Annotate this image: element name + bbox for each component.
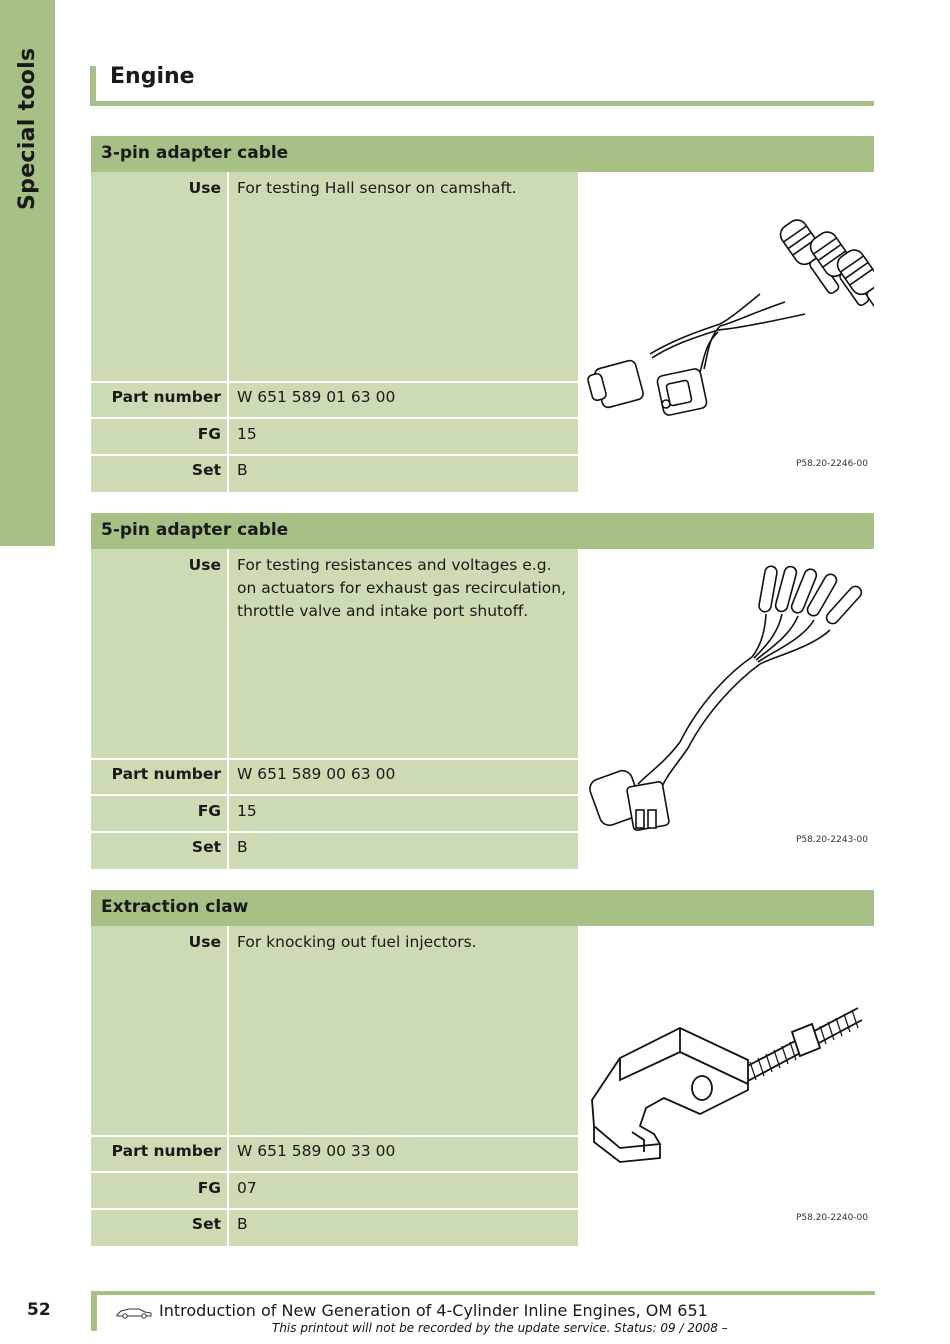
figure-code: P58.20-2243-00 (795, 835, 868, 845)
tool-spec-table (91, 926, 578, 1246)
use-label: Use (188, 933, 221, 951)
part-number-label: Part number (111, 1142, 221, 1160)
part-number-value: W 651 589 00 33 00 (237, 1142, 396, 1160)
use-label: Use (188, 556, 221, 574)
set-label: Set (191, 461, 221, 479)
page-title: Engine (110, 64, 195, 89)
use-text: For testing resistances and voltages e.g. on actuators for exhaust gas recirculation, throttle valve and intake port shutoff. (237, 556, 567, 620)
use-text: For testing Hall sensor on camshaft. (237, 179, 517, 197)
fg-value: 15 (237, 802, 257, 820)
extraction-claw-illustration (580, 930, 874, 1228)
set-value: B (237, 838, 248, 856)
5-pin-cable-illustration (580, 552, 874, 850)
part-number-label: Part number (111, 765, 221, 783)
footer-note: This printout will not be recorded by the update service. Status: 09 / 2008 – (272, 1321, 728, 1335)
tool-spec-table (91, 549, 578, 869)
page-heading (90, 66, 874, 106)
set-label: Set (191, 838, 221, 856)
figure-code: P58.20-2240-00 (795, 1213, 868, 1223)
part-number-label: Part number (111, 388, 221, 406)
part-number-value: W 651 589 01 63 00 (237, 388, 396, 406)
set-label: Set (191, 1215, 221, 1233)
fg-value: 07 (237, 1179, 257, 1197)
tool-spec-table (91, 172, 578, 492)
section-side-tab-label: Special tools (15, 47, 40, 210)
part-number-value: W 651 589 00 63 00 (237, 765, 396, 783)
use-label: Use (188, 179, 221, 197)
tool-title: 5-pin adapter cable (91, 513, 874, 549)
use-text: For knocking out fuel injectors. (237, 933, 477, 951)
page-number: 52 (27, 1300, 51, 1320)
footer (91, 1291, 875, 1335)
fg-value: 15 (237, 425, 257, 443)
car-icon (115, 1305, 153, 1319)
section-side-tab (0, 0, 55, 546)
tool-title: Extraction claw (91, 890, 874, 926)
set-value: B (237, 1215, 248, 1233)
fg-label: FG (197, 425, 221, 443)
3-pin-cable-illustration (580, 174, 874, 472)
set-value: B (237, 461, 248, 479)
figure-code: P58.20-2246-00 (795, 459, 868, 469)
fg-label: FG (197, 1179, 221, 1197)
tool-title: 3-pin adapter cable (91, 136, 874, 172)
fg-label: FG (197, 802, 221, 820)
footer-title: Introduction of New Generation of 4-Cylinder Inline Engines, OM 651 (159, 1301, 708, 1320)
figure-extraction-claw (580, 930, 874, 1228)
figure-5-pin-adapter-cable (580, 552, 874, 850)
figure-3-pin-adapter-cable (580, 174, 874, 472)
